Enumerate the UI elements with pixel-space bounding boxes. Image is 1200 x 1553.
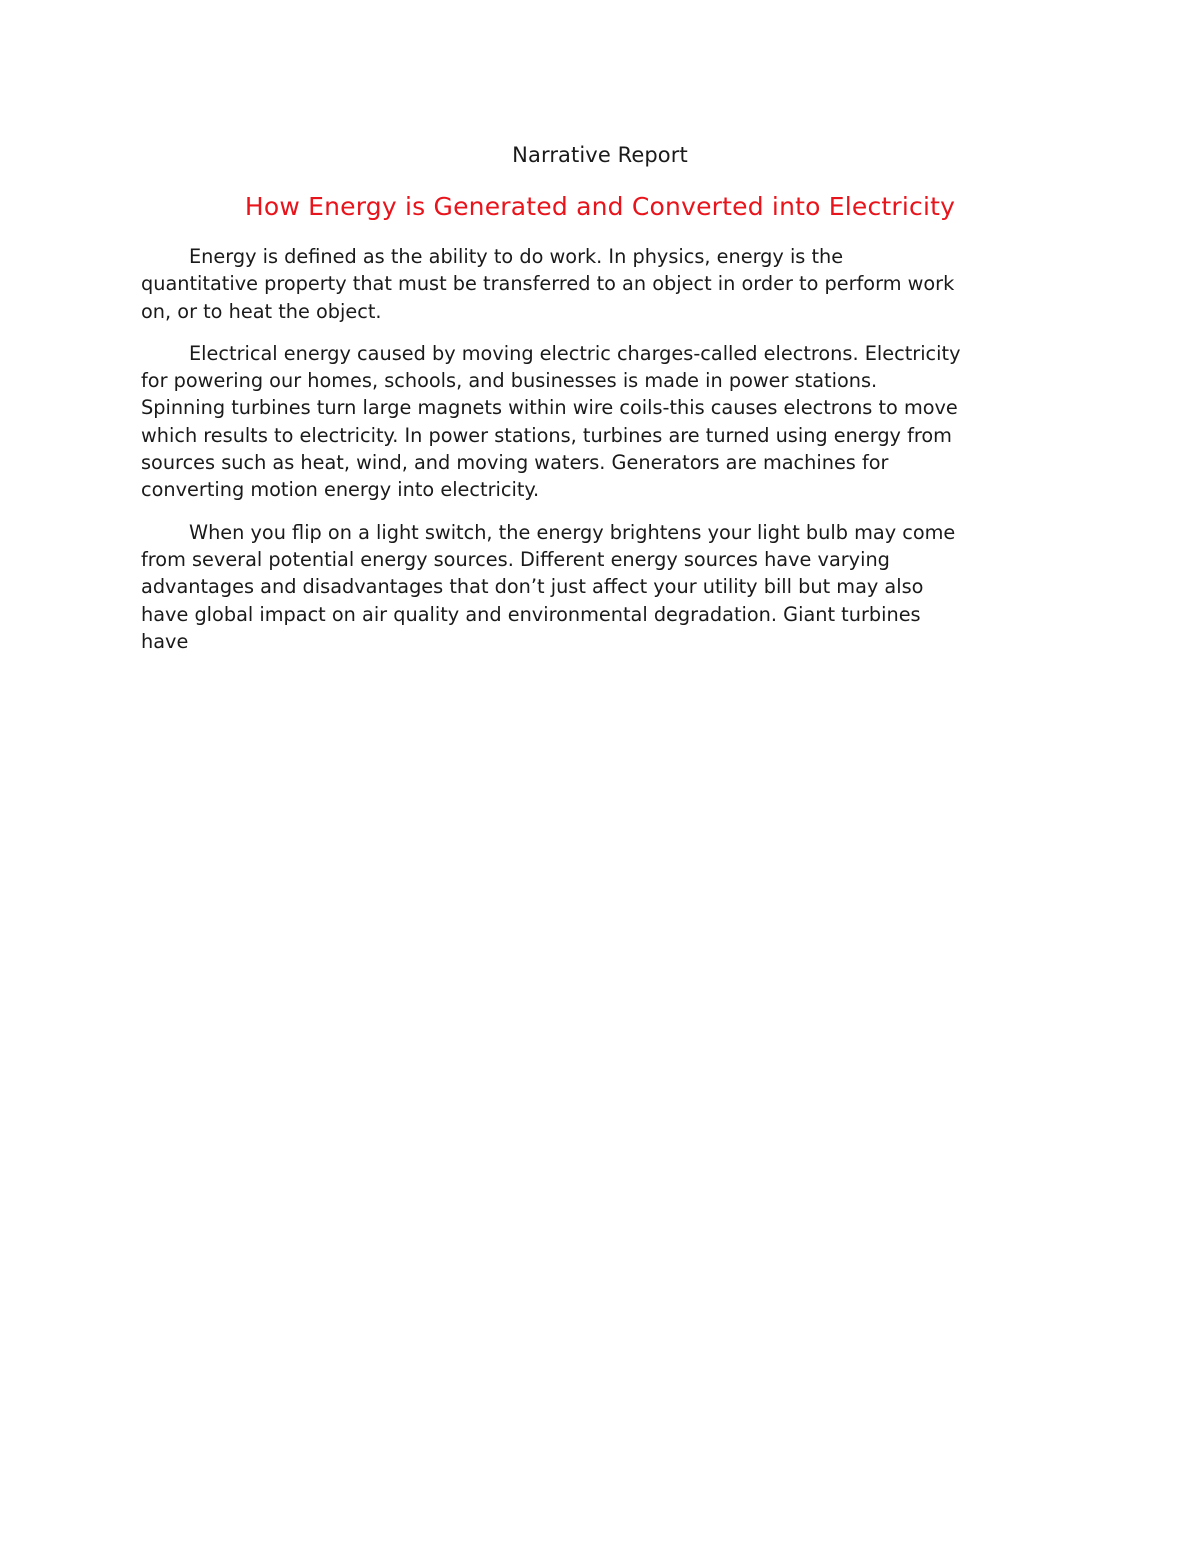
paragraph-energy-definition: Energy is defined as the ability to do work. In physics, energy is the quantitative property that must be transferred to an object in order to perform work on, or to heat the object. xyxy=(141,245,955,323)
document-title: How Energy is Generated and Converted into Electricity xyxy=(244,192,956,221)
paragraph-electrical-energy: Electrical energy caused by moving electric charges-called electrons. Electricity for powering our homes, schools, and businesses is made in power stations. Spinning turbines turn large magnets within wire coils-this causes electrons to move which results to electricity. In power stations, turbines are turned using energy from sources such as heat, wind, and moving waters. Generators are machines for converting motion energy into electricity. xyxy=(141,341,961,502)
document-heading: Narrative Report xyxy=(512,143,688,167)
paragraph-light-switch: When you flip on a light switch, the energy brightens your light bulb may come from several potential energy sources. Different energy sources have varying advantages and disadvantages that don’t just affect your utility bill but may also have global impact on air quality and environmental degradation. Giant turbines have xyxy=(141,520,956,653)
document-body xyxy=(141,243,1061,670)
